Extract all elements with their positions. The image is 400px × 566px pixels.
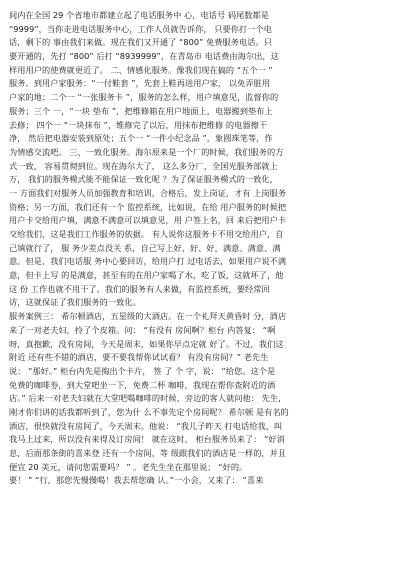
text-line: 这 份 工作也就不用干了。我们的服务有人来做，有监控系统，要经常回 [9, 283, 270, 294]
text-line: 息，后面那条街的喜来登 还有一个房间，等 级跟我们的酒店是一样的，并且 [9, 448, 287, 458]
text-line: 说： “那好。” 柜台内先是掏出个卡片， 签 了 个 字，说： “给您。这个是 [9, 365, 276, 376]
text-line: 店。” 后来一对老夫妇就在大堂吧喝咖啡的时候，旁边的客人就问他： 先生， [9, 393, 287, 404]
text-line: 交给我们，这是我们工作服务的依据。 有人说你这服务卡不用交给用户，自 [9, 229, 284, 239]
text-line: 服务；三个 一，“一块 垫布 ”，把维修箱在用户地面上，电器搬到垫布上 [9, 105, 273, 116]
document-text [9, 9, 391, 502]
text-line: 资格；另一方面，我们还有一个 监控系统，比如说，在给 用户服务的时候把 [9, 201, 287, 212]
text-line: 来了一对老夫妇，拎了个皮箱。问： “有没有 房间啊？柜台 内答复： “啊 [9, 324, 276, 335]
text-line: 样用用户的使费就更近了。 二、情感化服务。像我们现在搞的 “五个一 ” [9, 64, 273, 75]
text-line: 酒店，很快就没有房间了，今天周末。他说： “我儿子昨天 打电话给我，叫 [9, 420, 283, 431]
text-line: 访，这就保证了我们服务的一致化。 [9, 297, 141, 308]
text-line [9, 488, 391, 502]
text-line: 便宜 20 美元，请问您需要吗？ ” 。老先生坐在那里说： “好的。 [9, 461, 248, 472]
text-line: 户家的地；二个一 “一张服务卡 ”，服务的怎么样，用户填意见，监督你的 [9, 92, 279, 103]
text-line: 式一致， 容易贯彻到位。现在海尔大了， 这么多分厂，全国光服务部就上 [9, 160, 278, 171]
text-line: 意。但是，我们电话服 务中心要回访，给用户打 过电话去，如果用户说不满 [9, 256, 287, 267]
text-line: 一 方面我们对服务人员加强教育和培训，合格后，发上岗证，才有 上岗服务 [9, 187, 287, 198]
text-line: 为情感交流吧。 三、一致化服务。海尔原来是一个厂的时候，我们服务的方 [9, 146, 284, 157]
text-line: 免费的咖啡券，到大堂吧坐一下，免费二杯 咖啡，我现在帮你查附近的酒 [9, 379, 276, 390]
text-line: 呀，真抱歉，没有房间，今天是周末，如果你早点定就 好了。不过，我们这 [9, 338, 284, 349]
text-line: 万， 我们的服务模式能不能保证一致化呢 ？为了保证服务模式的一致化， [9, 174, 278, 185]
text-line: “9999”，当你走进电话服务中心，工作人员就告诉你， 只要你打一个电 [9, 23, 272, 34]
text-line: 我马上过来，所以没有来得及订房间！ 就在这时， 柜台服务员来了： “好消 [9, 434, 285, 445]
text-line: 己填就行了， 服 务少差点没关 系，自己写上好、好、好，满意、满意、满 [9, 242, 281, 253]
text-line: 要！ ” “行，那您先慢慢喝！我去帮您确 认。”一小会，又来了： “喜来 [9, 475, 264, 486]
text-line: 意，但卡上写 的是满意，甚至有的在用户家喝了水，吃了饭，这就坏了，他 [9, 270, 284, 281]
text-line: 要开通的，先打 “800” 后打 “8939999”，在青岛市 电话费由海尔出，这 [9, 51, 279, 62]
text-line: 服务。到用户家服务：“一付鞋套 ”，先套上鞋再进用户家， 以免弄脏用 [9, 78, 271, 89]
text-line: 服务案例三： 希尔顿酒店，五星级的大酒店。在一个礼拜天黄昏时 分，酒店 [9, 311, 287, 322]
text-line: 刚才你们讲的话我都听到了，您为什 么不事先定个房间呢？ 希尔顿 是有名的 [9, 406, 289, 417]
text-line: 用户卡交给用户填，满意不满意可以填意见，用 户签上名，回 来后把用户卡 [9, 215, 287, 226]
text-line: 净， 然后把电器安装到原处；五个一 “一件小纪念品 ”，象圆珠笔等，作 [9, 133, 273, 144]
text-line: 间内在全国 29 个省地市都建立起了电话服务中 心，电话号 码尾数都是 [9, 10, 270, 20]
text-line: 去修； 四个一 “一块抹布 ”，维修完了以后，用抹布把维修 的电器擦干 [9, 119, 268, 130]
text-line: 话，剩下的 事由我们来做。现在我们又开通了 “800” 免费服务电话。只 [9, 37, 272, 48]
text-line: 附近 还有些不错的酒店，要不要我帮你试试看？ 有没有房间？” 老先生 [9, 352, 269, 363]
